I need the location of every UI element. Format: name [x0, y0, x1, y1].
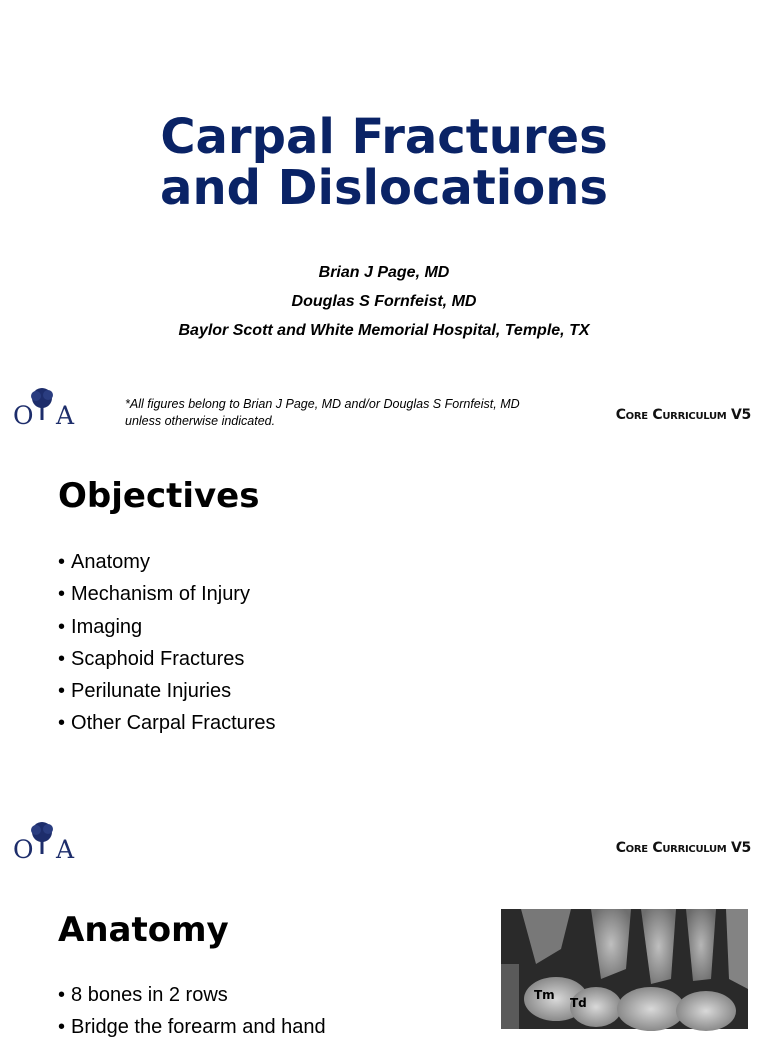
title-line: Carpal Fractures: [160, 109, 608, 165]
slide-title: [0, 109, 768, 216]
svg-text:O: O: [13, 401, 34, 430]
svg-text:O: O: [13, 835, 34, 864]
list-item: • Anatomy: [58, 546, 276, 578]
anatomy-list: [58, 979, 326, 1044]
footnote-line: *All figures belong to Brian J Page, MD and/or Douglas S Fornfeist, MD: [125, 397, 520, 411]
anatomy-slide: [0, 868, 768, 1039]
objectives-list: [58, 546, 276, 740]
list-item: • Scaphoid Fractures: [58, 643, 276, 675]
title-slide: [0, 0, 768, 434]
author-name: Brian J Page, MD: [318, 264, 450, 281]
list-item: • Imaging: [58, 611, 276, 643]
title-line: and Dislocations: [160, 160, 608, 216]
list-item: • Mechanism of Injury: [58, 578, 276, 610]
slide-heading: Objectives: [58, 476, 260, 516]
slide-heading: Anatomy: [58, 910, 229, 950]
wrist-xray-image: [501, 909, 748, 1029]
list-item: • Bridge the forearm and hand: [58, 1011, 326, 1043]
author-name: Douglas S Fornfeist, MD: [291, 293, 477, 310]
core-curriculum-label: Core Curriculum V5: [615, 407, 751, 423]
list-item: • 8 bones in 2 rows: [58, 979, 326, 1011]
footnote-line: unless otherwise indicated.: [125, 414, 276, 428]
author-affiliation: Baylor Scott and White Memorial Hospital, Temple, TX: [178, 322, 590, 339]
core-curriculum-label: Core Curriculum V5: [615, 840, 751, 856]
svg-text:A: A: [56, 401, 75, 430]
xray-label: Tm: [534, 988, 555, 1002]
xray-label: Td: [570, 996, 587, 1010]
ota-logo-icon: [12, 386, 76, 430]
list-item: • Perilunate Injuries: [58, 675, 276, 707]
ota-logo-icon: [12, 820, 76, 864]
objectives-slide: [0, 434, 768, 868]
list-item: • Other Carpal Fractures: [58, 707, 276, 739]
figure-credit-note: [125, 396, 555, 430]
svg-text:A: A: [56, 835, 75, 864]
author-list: [0, 258, 768, 345]
